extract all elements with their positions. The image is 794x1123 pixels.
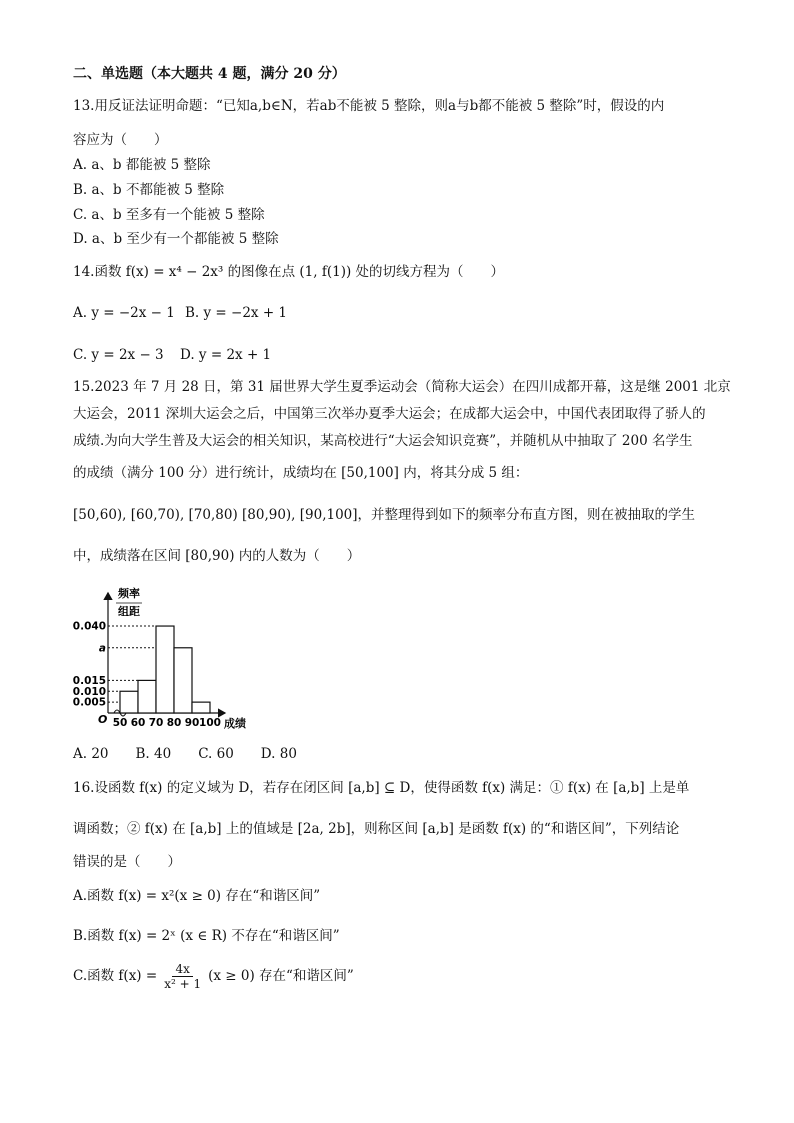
x-axis-label: 成绩 — [224, 717, 246, 730]
q13-option-d: D. a、b 至少有一个都能被 5 整除 — [73, 231, 279, 247]
origin-label: O — [98, 713, 108, 726]
x-tick-label-2: 60 — [130, 717, 146, 729]
q15-line6: 中，成绩落在区间 [80,90) 内的人数为（ ） — [73, 548, 361, 564]
section-heading: 二、单选题（本大题共 4 题，满分 20 分） — [73, 66, 346, 82]
y-tick-label-3: 0.015 — [72, 674, 106, 687]
histogram-bar-4 — [174, 648, 192, 713]
q15-line1: 15.2023 年 7 月 28 日，第 31 届世界大学生夏季运动会（简称大运会）在四川成都开幕，这是继 2001 北京 — [73, 379, 731, 395]
q16-line1: 16.设函数 f(x) 的定义域为 D，若存在闭区间 [a,b] ⊆ D，使得函数 f(x) 满足：① f(x) 在 [a,b] 上是单 — [73, 780, 690, 796]
q16-option-c-prefix: C.函数 f(x) = — [73, 968, 158, 985]
y-tick-label-1: 0.040 — [72, 620, 106, 633]
y-tick-label-5: 0.005 — [72, 696, 106, 709]
x-tick-label-3: 70 — [148, 717, 164, 729]
q13-option-b: B. a、b 不都能被 5 整除 — [73, 182, 225, 198]
q16-option-c-denominator: x² + 1 — [164, 977, 202, 992]
q15-options: A. 20 B. 40 C. 60 D. 80 — [73, 746, 297, 762]
q16-option-c-suffix: (x ≥ 0) 存在“和谐区间” — [208, 968, 354, 985]
x-tick-label-6: 100 — [199, 717, 221, 729]
q14-stem: 14.函数 f(x) = x⁴ − 2x³ 的图像在点 (1, f(1)) 处的切线方程为（ ） — [73, 264, 505, 280]
x-tick-label-1: 50 — [112, 717, 128, 729]
q16-option-a: A.函数 f(x) = x²(x ≥ 0) 存在“和谐区间” — [73, 888, 321, 904]
x-tick-label-5: 90 — [184, 717, 200, 729]
q15-line2: 大运会，2011 深圳大运会之后，中国第三次举办夏季大运会；在成都大运会中，中国代表团取得了骄人的 — [73, 406, 706, 422]
y-tick-label-2: a — [98, 642, 106, 655]
q16-line2: 调函数；② f(x) 在 [a,b] 上的值域是 [2a, 2b]，则称区间 [a,b] 是函数 f(x) 的“和谐区间”，下列结论 — [73, 821, 680, 837]
histogram-bar-5 — [192, 702, 210, 713]
q14-option-d: D. y = 2x + 1 — [180, 347, 272, 363]
y-tick-label-4: 0.010 — [72, 685, 106, 698]
q14-option-c: C. y = 2x − 3 — [73, 347, 164, 363]
q14-option-a: A. y = −2x − 1 — [73, 305, 175, 321]
q16-line3: 错误的是（ ） — [73, 854, 181, 870]
histogram-bar-3 — [156, 626, 174, 713]
q13-stem-line1: 13.用反证法证明命题：“已知a,b∈N，若ab不能被 5 整除，则a与b都不能被 5 整除”时，假设的内 — [73, 98, 665, 114]
q13-stem-line2: 容应为（ ） — [73, 132, 168, 148]
y-label-bottom: 组距 — [118, 605, 140, 618]
q15-line5: [50,60), [60,70), [70,80) [80,90), [90,100]，并整理得到如下的频率分布直方图，则在被抽取的学生 — [73, 507, 696, 523]
q16-option-c-numerator: 4x — [172, 962, 192, 977]
histogram-bar-2 — [138, 680, 156, 713]
q13-option-c: C. a、b 至多有一个能被 5 整除 — [73, 207, 265, 223]
q14-option-b: B. y = −2x + 1 — [185, 305, 288, 321]
q15-line3: 成绩.为向大学生普及大运会的相关知识，某高校进行“大运会知识竞赛”，并随机从中抽取了 200 名学生 — [73, 433, 693, 449]
q15-line4: 的成绩（满分 100 分）进行统计，成绩均在 [50,100] 内，将其分成 5 组： — [73, 465, 529, 481]
frequency-histogram — [70, 585, 270, 735]
histogram-bar-1 — [120, 691, 138, 713]
q16-option-c-fraction — [161, 962, 204, 992]
q16-option-c — [73, 962, 354, 992]
y-label-top: 频率 — [118, 587, 140, 600]
x-tick-label-4: 80 — [166, 717, 182, 729]
q16-option-b: B.函数 f(x) = 2ˣ (x ∈ R) 不存在“和谐区间” — [73, 928, 340, 944]
q13-option-a: A. a、b 都能被 5 整除 — [73, 157, 211, 173]
